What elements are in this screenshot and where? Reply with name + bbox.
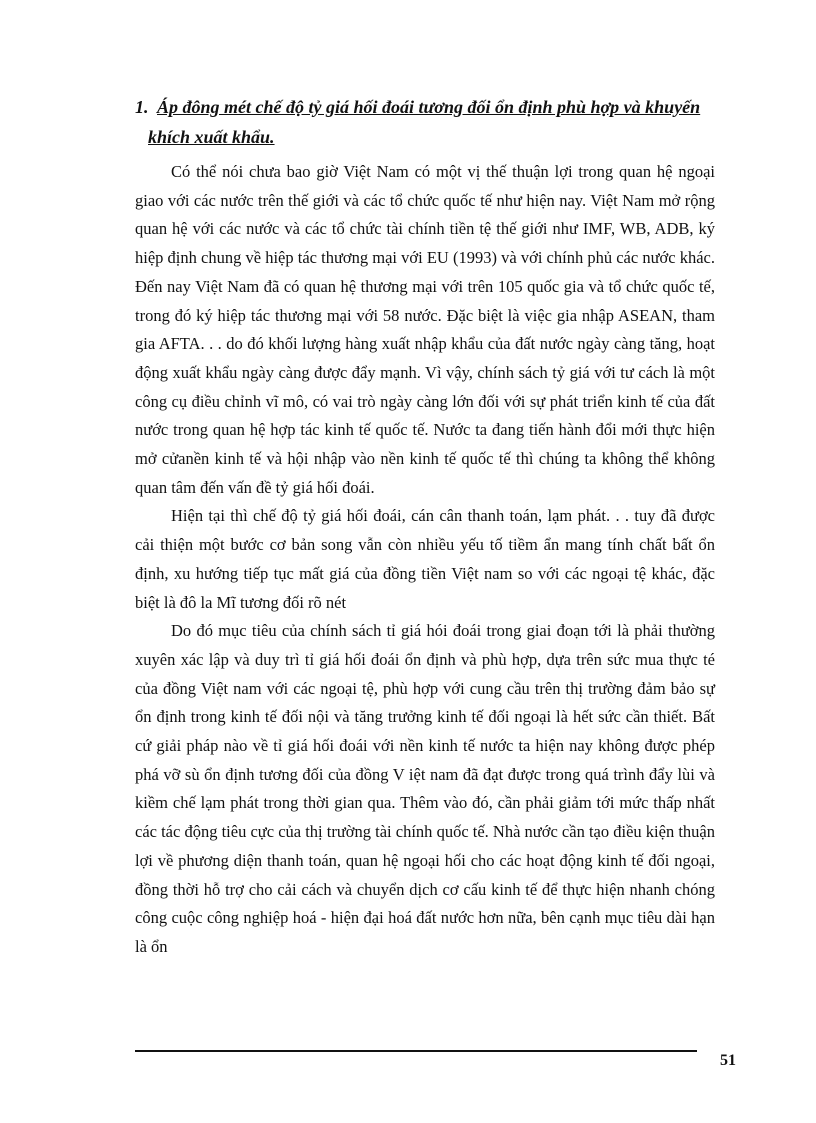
section-heading <box>135 92 710 152</box>
paragraph-3: Do đó mục tiêu của chính sách tỉ giá hói đoái trong giai đoạn tới là phải thường xuyên xác lập và duy trì tỉ giá hối đoái ổn định và phù hợp, dựa trên sức mua thực té của đồng Việt nam với các ngoại tệ, phù hợp với cung cầu trên thị trường đảm bảo sự ổn định trong kinh tế đối nội và tăng trưởng kinh tế đối ngoại là hết sức cần thiết. Bất cứ giải pháp nào về tỉ giá hối đoái với nền kinh tế nước ta hiện nay không được phép phá vỡ sù ổn định tương đối của đồng V iệt nam đã đạt được trong quá trình đẩy lùi và kiềm chế lạm phát trong thời gian qua. Thêm vào đó, cần phải giảm tới mức thấp nhất các tác động tiêu cực của thị trường tài chính quốc tế. Nhà nước cần tạo điều kiện thuận lợi về phương diện thanh toán, quan hệ ngoại hối cho các hoạt động kinh tế đối ngoại, đồng thời hỗ trợ cho cải cách và chuyển dịch cơ cấu kinh tế để thực hiện nhanh chóng công cuộc công nghiệp hoá - hiện đại hoá đất nước hơn nữa, bên cạnh mục tiêu dài hạn là ổn <box>135 621 715 956</box>
paragraph-2: Hiện tại thì chế độ tỷ giá hối đoái, cán cân thanh toán, lạm phát. . . tuy đã được cải thiện một bước cơ bản song vẫn còn nhiều yếu tố tiềm ẩn mang tính chất bất ổn định, xu hướng tiếp tục mất giá của đồng tiền Việt nam so với các ngoại tệ khác, đặc biệt là đô la Mĩ tương đối rõ nét <box>135 506 715 612</box>
page-number: 51 <box>720 1052 736 1069</box>
section-number: 1. <box>135 97 149 117</box>
section-title-line-1: Áp đông mét chế độ tỷ giá hối đoái tương đối ổn định phù hợp và khuyến <box>157 97 701 117</box>
paragraph-1: Có thể nói chưa bao giờ Việt Nam có một vị thế thuận lợi trong quan hệ ngoại giao với các nước trên thế giới và các tổ chức quốc tế như hiện nay. Việt Nam mở rộng quan hệ với các nước và các tổ chức tài chính tiền tệ thế giới như IMF, WB, ADB, ký hiệp định chung về hiệp tác thương mại với EU (1993) và với chính phủ các nước khác. Đến nay Việt Nam đã có quan hệ thương mại với trên 105 quốc gia và tổ chức quốc tế, trong đó ký hiệp tác thương mại với 58 nước. Đặc biệt là việc gia nhập ASEAN, tham gia AFTA. . . do đó khối lượng hàng xuất nhập khẩu của đất nước ngày càng tăng, hoạt động xuất khẩu ngày càng được đẩy mạnh. Vì vậy, chính sách tỷ giá với tư cách là một công cụ điều chỉnh vĩ mô, có vai trò ngày càng lớn đối với sự phát triển kinh tế của đất nước trong quan hệ hợp tác kinh tế quốc tế. Nước ta đang tiến hành đổi mới thực hiện mở cửanền kinh tế và hội nhập vào nền kinh tế quốc tế thì chúng ta không thể không quan tâm đến vấn đề tỷ giá hối đoái. <box>135 162 715 497</box>
body-text <box>135 158 715 962</box>
footer-divider <box>135 1050 697 1052</box>
section-title-line-2: khích xuất khẩu. <box>148 127 275 147</box>
